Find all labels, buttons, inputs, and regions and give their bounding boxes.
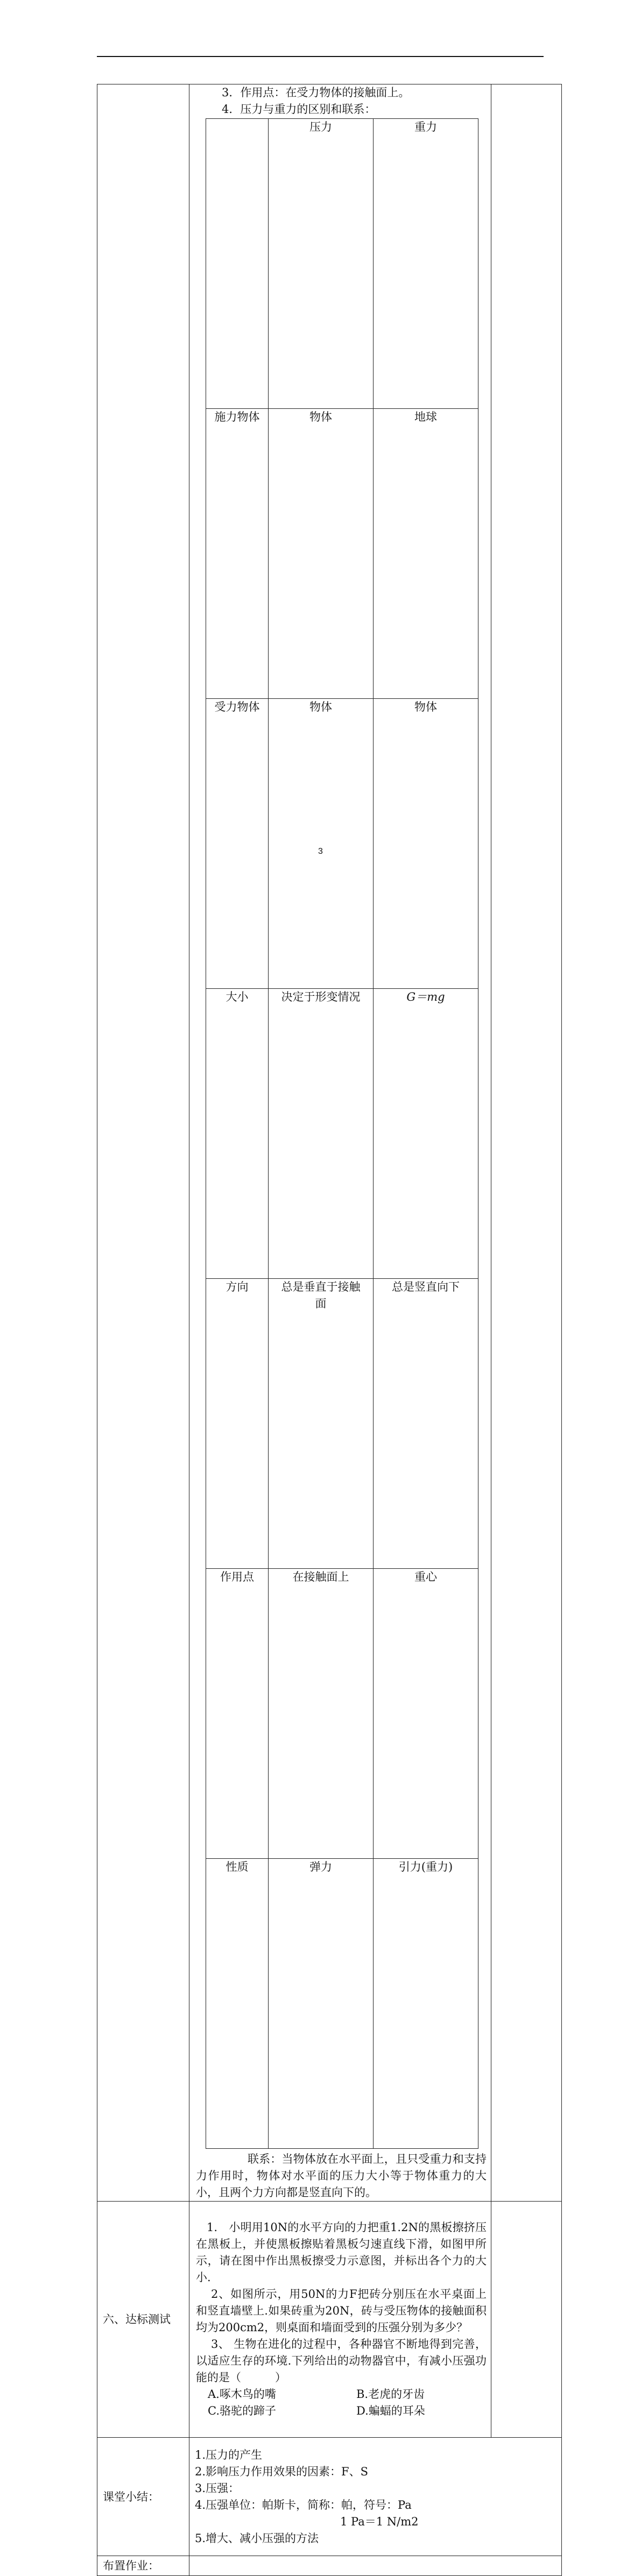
test-content-cell (189, 2202, 491, 2438)
comparison-cell: 总是垂直于接触面 (269, 1279, 374, 1569)
summary-row (97, 2438, 562, 2556)
question-3: 3、 生物在进化的过程中，各种器官不断地得到完善，以适应生存的环境.下列给出的动物器官中，有减小压强功能的是（ ） (196, 2338, 487, 2384)
force-comparison-table (206, 118, 478, 2149)
comparison-cell: 地球 (374, 409, 478, 699)
option-b: B.老虎的牙齿 (356, 2388, 425, 2401)
summary-item: 3.压强： (195, 2481, 240, 2495)
comparison-header-cell (206, 119, 269, 409)
summary-item: 2.影响压力作用效果的因素：F、S (195, 2465, 368, 2478)
option-a: A.啄木鸟的嘴 (208, 2388, 276, 2401)
force-compare-row (97, 84, 562, 2202)
comparison-row-label: 受力物体 (206, 699, 269, 989)
relation-paragraph: 联系：当物体放在水平面上，且只受重力和支持力作用时，物体对水平面的压力大小等于物体重力的大小，且两个力方向都是竖直向下的。 (196, 2153, 487, 2199)
item-3: 3．作用点：在受力物体的接触面上。 (222, 86, 410, 99)
gravity-formula: G＝mg (374, 989, 478, 1279)
options-row-1 (189, 2386, 491, 2403)
comparison-row-label: 施力物体 (206, 409, 269, 699)
summary-label: 课堂小结： (97, 2438, 189, 2556)
question-2: 2、如图所示，用50N的力F把砖分别压在水平桌面上和竖直墙壁上.如果砖重为20N，砖与受压物体的接触面积均为200cm2，则桌面和墙面受到的压强分别为多少？ (196, 2288, 487, 2334)
comparison-row (206, 1569, 478, 1859)
test-label: 六、达标测试 (97, 2202, 189, 2438)
comparison-cell: 物体 (269, 699, 374, 989)
comparison-cell: 弹力 (269, 1859, 374, 2149)
comparison-cell: 重心 (374, 1569, 478, 1859)
comparison-row-label: 方向 (206, 1279, 269, 1569)
comparison-row (206, 699, 478, 989)
item-4: 4．压力与重力的区别和联系： (222, 103, 376, 116)
question-1: 1. 小明用10N的水平方向的力把重1.2N的黑板擦挤压在黑板上，并使黑板擦贴着黑板匀速直线下滑，如图甲所示，请在图中作出黑板擦受力示意图，并标出各个力的大小. (196, 2221, 487, 2284)
test-row (97, 2202, 562, 2438)
comparison-cell: 在接触面上 (269, 1569, 374, 1859)
homework-row (97, 2556, 562, 2576)
comparison-row (206, 989, 478, 1279)
notes-cell (491, 2202, 562, 2438)
options-row-2 (189, 2403, 491, 2419)
summary-content-cell (189, 2438, 562, 2556)
option-d: D.蝙蝠的耳朵 (356, 2404, 425, 2417)
pressure-unit-formula: 1 Pa＝1 N/m2 (340, 2515, 419, 2528)
summary-item: 1.压力的产生 (195, 2448, 263, 2461)
comparison-header-cell: 重力 (374, 119, 478, 409)
summary-item: 5.增大、减小压强的方法 (195, 2531, 319, 2545)
header-rule (97, 56, 544, 57)
comparison-row (206, 1279, 478, 1569)
homework-content-cell (189, 2556, 562, 2576)
comparison-cell: 物体 (269, 409, 374, 699)
lesson-plan-table (97, 84, 562, 2576)
comparison-row-label: 作用点 (206, 1569, 269, 1859)
comparison-cell: 总是竖直向下 (374, 1279, 478, 1569)
comparison-header-row (206, 119, 478, 409)
comparison-header-cell: 压力 (269, 119, 374, 409)
homework-label: 布置作业： (97, 2556, 189, 2576)
comparison-cell: 引力(重力) (374, 1859, 478, 2149)
notes-cell (491, 84, 562, 2202)
force-compare-label-cell (97, 84, 189, 2202)
summary-item: 4.压强单位：帕斯卡，简称：帕，符号：Pa (195, 2498, 412, 2511)
comparison-cell: 物体 (374, 699, 478, 989)
comparison-cell: 决定于形变情况 (269, 989, 374, 1279)
page-number: 3 (318, 847, 323, 856)
comparison-row (206, 1859, 478, 2149)
comparison-row-label: 性质 (206, 1859, 269, 2149)
comparison-row (206, 409, 478, 699)
force-compare-content-cell (189, 84, 491, 2202)
option-c: C.骆驼的蹄子 (208, 2404, 276, 2417)
comparison-row-label: 大小 (206, 989, 269, 1279)
